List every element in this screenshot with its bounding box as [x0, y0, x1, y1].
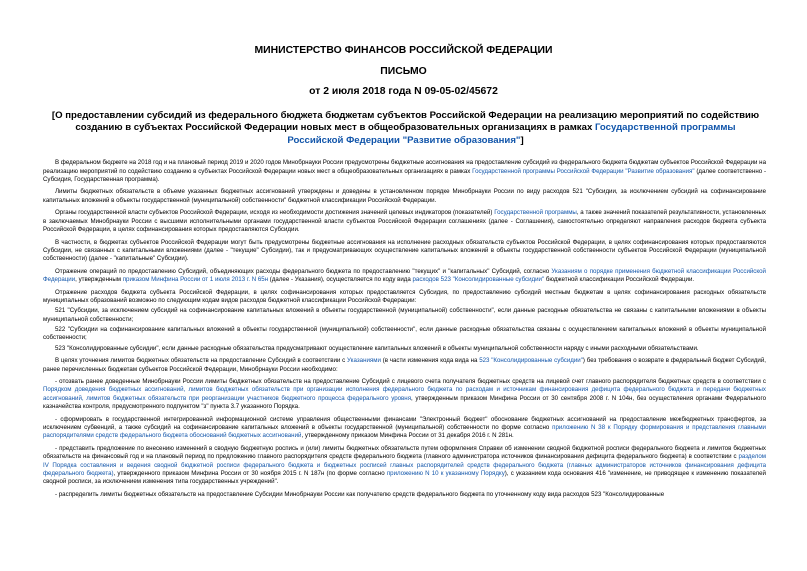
text-run: В федеральном бюджете на 2018 год и на плановый период 2019 и 2020 годов Минобрнауки России предусмотрены бюджетные ассигнования на предоставление субсидий из федерального бюджета бюджетам субъектов Российской Федерации на реализацию мероприятий по содействию созданию в субъектах Российской Федерации новых мест в общеобразовательных организациях в рамках — [43, 159, 766, 175]
text-run: - отозвать ранее доведенные Минобрнауки России лимиты бюджетных обязательств на предоставление Субсидий с лицевого счета получателя бюджетных средств на лицевой счет главного распорядителя бюджетных средств в соответствии с — [55, 378, 766, 386]
paragraph — [43, 445, 766, 487]
paragraph — [43, 491, 766, 499]
text-run: Отражение операций по предоставлению Субсидий, объединяющих расходы федерального бюджета по предоставлению "текущих" и "капитальных" Субсидий, согласно — [55, 267, 552, 275]
paragraph — [43, 416, 766, 441]
document-body — [43, 159, 766, 499]
title-end: ] — [520, 134, 524, 146]
text-run: ), с указанием кода основания 416 "изменение, не приводящее к изменению показателей сводной росписи, за исключением изменения типа государственных учреждений". — [43, 469, 766, 486]
paragraph — [43, 378, 766, 411]
text-run: бюджетной классификации Российской Федерации. — [544, 276, 695, 284]
text-run: , утвержденного приказом Минфина России от 30 ноября 2015 г. N 187н (по форме согласно — [113, 469, 387, 477]
expense-code-link[interactable]: 523 "Консолидированные субсидии" — [479, 357, 583, 365]
paragraph — [43, 307, 766, 324]
text-run: (далее - Указания), осуществляется по коду вида — [268, 276, 413, 284]
text-run: 523 "Консолидированные субсидии", если данные расходные обязательства предусматривают осуществление капитальных вложений в объекты муниципальной собственности наряду с иными расходными обязательствами. — [55, 344, 699, 352]
guidelines-link[interactable]: Указаниям о порядке применения бюджетной классификации Российской Федерации — [43, 267, 766, 284]
document-title — [48, 110, 763, 147]
text-run: Отражение расходов бюджета субъекта Российской Федерации, в целях софинансирования которых предоставляется Субсидия, по предоставлению субсидий местным бюджетам в целях софинансирования расходных обязательств муниципальных образований возможно по следующим кодам видов расходов бюджетной классификации Российской Федерации: — [43, 288, 766, 304]
paragraph — [43, 209, 766, 234]
paragraph — [43, 326, 766, 343]
paragraph — [43, 289, 766, 306]
paragraph — [43, 345, 766, 353]
paragraph — [43, 239, 766, 264]
paragraph — [43, 188, 766, 205]
appendix-10-link[interactable]: приложению N 10 к указанному Порядку — [386, 469, 505, 477]
text-run: В частности, в бюджетах субъектов Российской Федерации могут быть предусмотрены бюджетные ассигнования на исполнение расходных обязательств субъектов Российской Федерации, в целях софинансирования которых предоставляются Субсидии, не связанных с капитальными вложениями (далее - "текущие" Субсидии), так и предусматривающих осуществление капитальных вложений в объекты государственной собственности субъектов Российской Федерации (муниципальной собственности) (далее - "капитальные" Субсидии). — [43, 238, 766, 263]
program-link[interactable]: Государственной программы — [494, 209, 577, 217]
document-type: ПИСЬМО — [380, 66, 427, 77]
paragraph — [43, 357, 766, 374]
text-run: Лимиты бюджетных обязательств в объеме указанных бюджетных ассигнований утверждены и доведены в установленном порядке Минобрнауки России по виду расходов 521 "Субсидии, за исключением субсидий на софинансирование капитальных вложений в объекты государственной (муниципальной) собственности" бюджетной классификации Российской Федерации. — [43, 188, 766, 204]
text-run: (далее соответственно - Субсидия, Государственная программа). — [43, 167, 766, 183]
expense-code-link[interactable]: расходов 523 "Консолидированные субсидии" — [412, 276, 545, 284]
text-run: - сформировать в государственной интегрированной информационной системе управления общественными финансами "Электронный бюджет" обоснование бюджетных ассигнований на предоставление межбюджетных трансфертов, за исключением субвенций, а также субсидий на софинансирование капитальных вложений в объекты государственной (муниципальной) собственности по форме согласно — [43, 415, 766, 431]
text-run: (в части изменения кода вида на — [380, 357, 480, 365]
section-iv-link[interactable]: разделом IV Порядка составления и ведения сводной бюджетной росписи федерального бюджета и бюджетных росписей главных распорядителей средств федерального бюджета (главных администраторов источников финансирования дефицита федерального бюджета) — [43, 453, 766, 477]
text-run: - распределить лимиты бюджетных обязательств на предоставление Субсидии Минобрнауки России как получателю средств федерального бюджета по уточненному коду вида расходов 523 "Консолидированные — [55, 490, 665, 498]
text-run: Органы государственной власти субъектов Российской Федерации, исходя из необходимости достижения значений целевых индикаторов (показателей) — [55, 209, 495, 217]
title-text: [О предоставлении субсидий из федерального бюджета бюджетам субъектов Российской Федерации на реализацию мероприятий по содействию созданию в субъектах Российской Федерации новых мест в общеобразовательных организациях в рамках — [51, 110, 760, 134]
document-date-number: от 2 июля 2018 года N 09-05-02/45672 — [309, 86, 498, 97]
guidelines-link[interactable]: Указаниями — [347, 357, 381, 365]
text-run: , утвержденным — [75, 276, 123, 284]
program-link[interactable]: Государственной программы Российской Федерации "Развитие образования" — [472, 167, 695, 175]
ministry-heading: МИНИСТЕРСТВО ФИНАНСОВ РОССИЙСКОЙ ФЕДЕРАЦИИ — [254, 45, 553, 56]
paragraph — [43, 159, 766, 184]
procedure-link[interactable]: Порядком доведения бюджетных ассигнований, лимитов бюджетных обязательств при организации исполнения федерального бюджета по расходам и источникам финансирования дефицита федерального бюджета и передачи бюджетных ассигнований, лимитов бюджетных обязательств при реорганизации участников бюджетного процесса федерального уровня — [43, 386, 766, 402]
title-program-link[interactable]: Государственной программы Российской Федерации "Развитие образования" — [287, 122, 736, 146]
text-run: 521 "Субсидии, за исключением субсидий на софинансирование капитальных вложений в объекты государственной (муниципальной) собственности", если данные расходные обязательства не связаны с капитальными вложениями в объекты муниципальной собственности; — [43, 307, 766, 323]
text-run: 522 "Субсидии на софинансирование капитальных вложений в объекты государственной (муниципальной) собственности", если данные расходные обязательства связаны с осуществлением капитальных вложений в объекты муниципальной собственности; — [43, 326, 766, 342]
text-run: В целях уточнения лимитов бюджетных обязательств на предоставление Субсидий в соответствии с — [55, 357, 348, 365]
order-link[interactable]: приказом Минфина России от 1 июля 2013 г. N 65н — [122, 276, 269, 284]
text-run: , а также значений показателей результативности, установленных в заключаемых Минобрнауки России с высшими исполнительными органами государственной власти субъектов Российской Федерации соглашениях (далее - Соглашения), самостоятельно определяют направления расходов бюджета субъекта Российской Федерации, в целях софинансирования которых предоставляются Субсидии. — [43, 209, 766, 233]
text-run: ) без требования о возврате в федеральный бюджет Субсидий, ранее перечисленных бюджетам субъектов Российской Федерации, Минобрнауки России необходимо: — [43, 357, 766, 373]
text-run: - представить предложение по внесению изменений в сводную бюджетную роспись и (или) лимиты бюджетных обязательств путем оформления Справки об изменении сводной бюджетной росписи федерального бюджета и лимитов бюджетных обязательств на финансовый год и на плановый период по предложению главного распорядителя средств федерального бюджета (главного администратора источников финансирования дефицита федерального бюджета) в соответствии с — [43, 444, 766, 461]
paragraph — [43, 268, 766, 285]
text-run: , утвержденным приказом Минфина России от 30 сентября 2008 г. N 104н, без осуществления органами Федерального казначейства контроля, предусмотренного подпунктом "з" пункта 3.7 указанного Порядка. — [43, 394, 766, 411]
appendix-38-link[interactable]: приложению N 38 к Порядку формирования и представления главными распорядителями средств федерального бюджета обоснований бюджетных ассигнований — [43, 424, 766, 440]
text-run: , утвержденному приказом Минфина России от 31 декабря 2016 г. N 281н. — [301, 432, 514, 440]
